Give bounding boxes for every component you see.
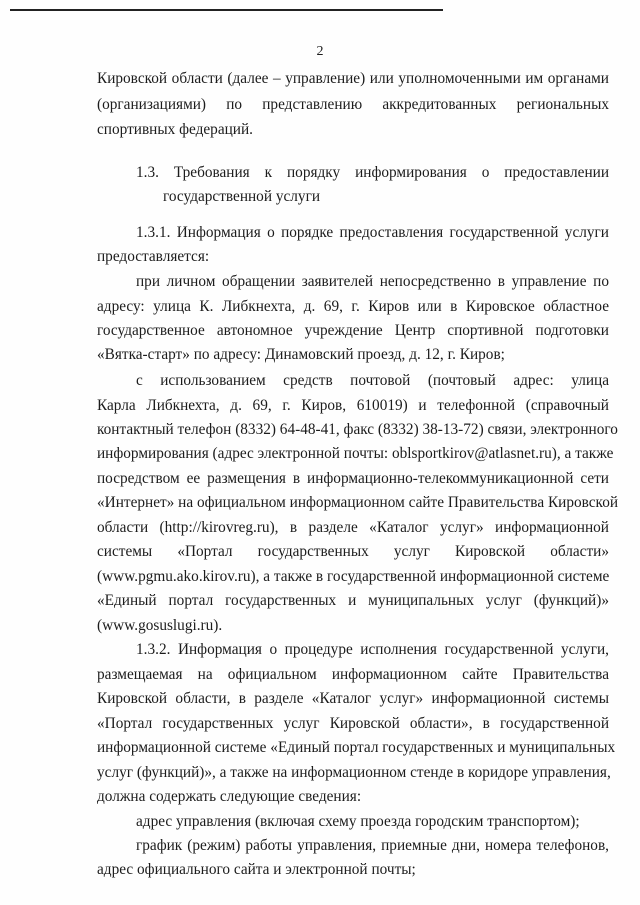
text-line: системы «Портал государственных услуг Кировской области» — [97, 543, 609, 560]
text-line: Кировской области, в разделе «Каталог услуг» информационной системы — [97, 690, 609, 707]
text-line: график (режим) работы управления, приемные дни, номера телефонов, — [136, 837, 609, 854]
text-line: контактный телефон (8332) 64-48-41, факс (8332) 38-13-72) связи, электронного — [97, 421, 618, 438]
text-line: посредством ее размещения в информационно-телекоммуникационной сети — [97, 470, 609, 487]
text-line: «Портал государственных услуг Кировской области», в государственной — [97, 715, 609, 732]
top-rule — [10, 9, 443, 11]
page-number: 2 — [316, 44, 324, 59]
text-line: 1.3.2. Информация о процедуре исполнения государственной услуги, — [136, 641, 609, 658]
text-line: услуг (функций)», а также на информационном стенде в коридоре управления, — [97, 764, 611, 781]
text-line: «Вятка-старт» по адресу: Динамовский проезд, д. 12, г. Киров; — [97, 346, 505, 363]
text-line: информирования (адрес электронной почты: oblsportkirov@atlasnet.ru), а также — [97, 445, 614, 462]
text-line: «Интернет» на официальном информационном сайте Правительства Кировской — [97, 494, 619, 511]
section-heading: 1.3. Требования к порядку информирования о предоставлении — [136, 164, 609, 181]
text-line: «Единый портал государственных и муниципальных услуг (функций)» — [97, 592, 609, 609]
text-line: предоставляется: — [97, 248, 210, 265]
text-line: (www.pgmu.ako.kirov.ru), а также в государственной информационной системе — [97, 568, 610, 585]
text-line: Карла Либкнехта, д. 69, г. Киров, 610019) и телефонной (справочный — [97, 397, 609, 414]
text-line: спортивных федераций. — [97, 121, 253, 138]
text-line: государственное автономное учреждение Центр спортивной подготовки — [97, 322, 609, 339]
section-heading: государственной услуги — [163, 188, 321, 205]
text-line: должна содержать следующие сведения: — [97, 788, 362, 805]
text-line: (организациями) по представлению аккредитованных региональных — [97, 96, 609, 113]
text-line: (www.gosuslugi.ru). — [97, 617, 223, 634]
text-line: при личном обращении заявителей непосредственно в управление по — [136, 273, 609, 290]
text-line: адрес официального сайта и электронной почты; — [97, 861, 416, 878]
text-line: с использованием средств почтовой (почтовый адрес: улица — [136, 372, 609, 389]
text-line: Кировской области (далее – управление) или уполномоченными им органами — [97, 70, 609, 87]
text-line: 1.3.1. Информация о порядке предоставления государственной услуги — [136, 224, 609, 241]
text-line: адрес управления (включая схему проезда городским транспортом); — [136, 813, 580, 830]
text-line: размещаемая на официальном информационном сайте Правительства — [97, 666, 609, 683]
text-line: адресу: улица К. Либкнехта, д. 69, г. Киров или в Кировское областное — [97, 298, 609, 315]
text-line: области (http://kirovreg.ru), в разделе «Каталог услуг» информационной — [97, 519, 609, 536]
text-line: информационной системе «Единый портал государственных и муниципальных — [97, 739, 616, 756]
